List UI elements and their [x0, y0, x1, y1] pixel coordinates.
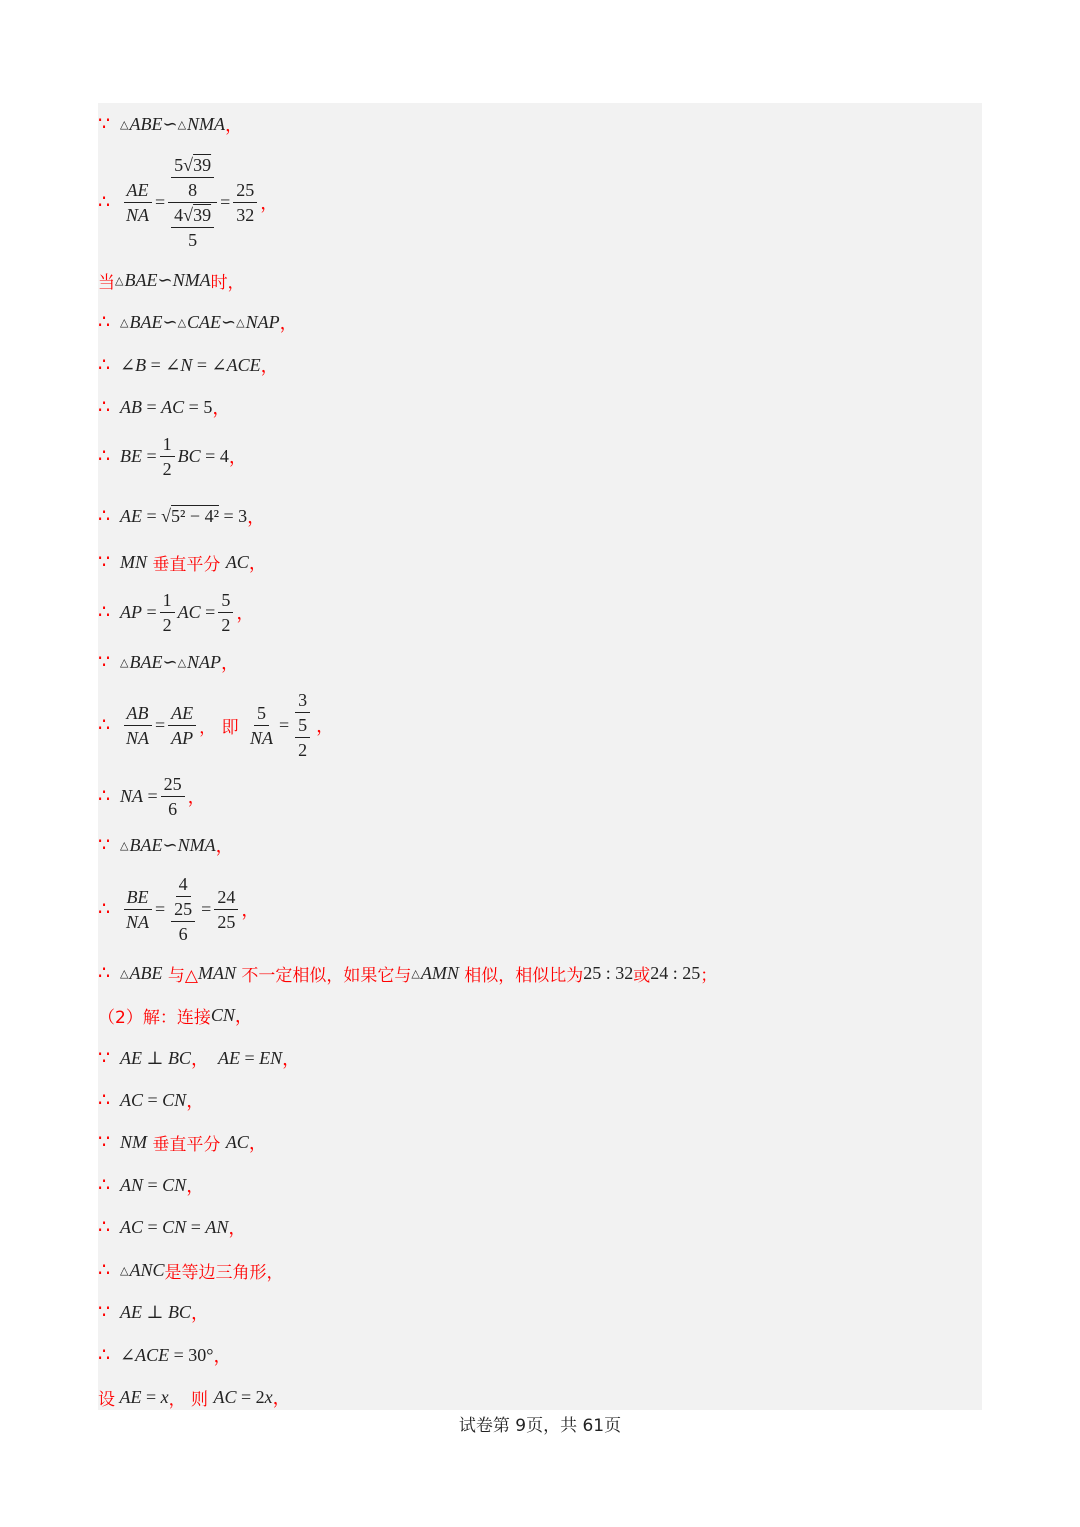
- page-footer: 试卷第 9页，共 61页: [458, 1416, 622, 1436]
- solution-line-20: ∵ NM 垂直平分 AC ，: [98, 1131, 267, 1155]
- solution-line-13: ∴ NA = $\frac{25}{6}$ ，: [98, 773, 206, 819]
- solution-line-6: ∴ AB = AC = 5 ，: [98, 396, 231, 418]
- solution-line-24: ∵ AE ⊥ BC ，: [98, 1301, 209, 1323]
- solution-line-26: 设 AE = x ， 则 AC = 2 x ，: [98, 1386, 291, 1410]
- solution-line-2: ∴ $\frac{AE}{NA}$ = $\frac{\frac{5√39}{8}}{\frac{4√39}{5}}$ = $\frac{25}{32}$ ，: [98, 154, 279, 250]
- solution-line-22: ∴ AC = CN = AN ，: [98, 1216, 247, 1238]
- solution-line-8: ∴ AE = √5² − 4² = 3 ，: [98, 505, 266, 527]
- solution-line-11: ∵ △ BAE ∽ △ NAP ，: [98, 651, 240, 673]
- solution-line-23: ∴ △ ANC 是等边三角形，: [98, 1259, 284, 1283]
- solution-line-10: ∴ AP = $\frac{1}{2}$ AC = $\frac{5}{2}$ ，: [98, 589, 255, 635]
- solution-line-25: ∴ ∠ ACE = 30° ，: [98, 1344, 232, 1366]
- solution-line-9: ∵ MN 垂直平分 AC ，: [98, 551, 267, 575]
- solution-line-5: ∴ ∠ B = ∠ N = ∠ ACE ，: [98, 354, 279, 376]
- solution-line-1: ∵ △ ABE ∽ △ NMA ，: [98, 113, 244, 135]
- solution-line-19: ∴ AC = CN ，: [98, 1089, 205, 1111]
- solution-line-16: ∴ △ ABE 与△ MAN 不一定相似，如果它与 △ AMN 相似，相似比为 25 : 32 或 24 : 25 ；: [98, 962, 718, 986]
- solution-line-4: ∴ △ BAE ∽ △ CAE ∽ △ NAP ，: [98, 311, 298, 333]
- solution-line-14: ∵ △ BAE ∽ NMA ，: [98, 834, 234, 856]
- solution-line-3: 当 △ BAE ∽ NMA 时，: [98, 269, 245, 293]
- solution-line-15: ∴ $\frac{BE}{NA}$ = $\frac{4}{\frac{25}{6}}$ = $\frac{24}{25}$ ，: [98, 874, 260, 944]
- solution-line-18: ∵ AE ⊥ BC ， AE = EN ，: [98, 1047, 301, 1069]
- solution-line-7: ∴ BE = $\frac{1}{2}$ BC = 4 ，: [98, 433, 247, 479]
- solution-line-12: ∴ $\frac{AB}{NA}$ = $\frac{AE}{AP}$ ， 即 $\frac{5}{NA}$ = $\frac{3}{\frac{5}{2}}$ ，: [98, 690, 335, 760]
- solution-line-17: （2）解：连接 CN ，: [98, 1004, 253, 1028]
- solution-line-21: ∴ AN = CN ，: [98, 1174, 205, 1196]
